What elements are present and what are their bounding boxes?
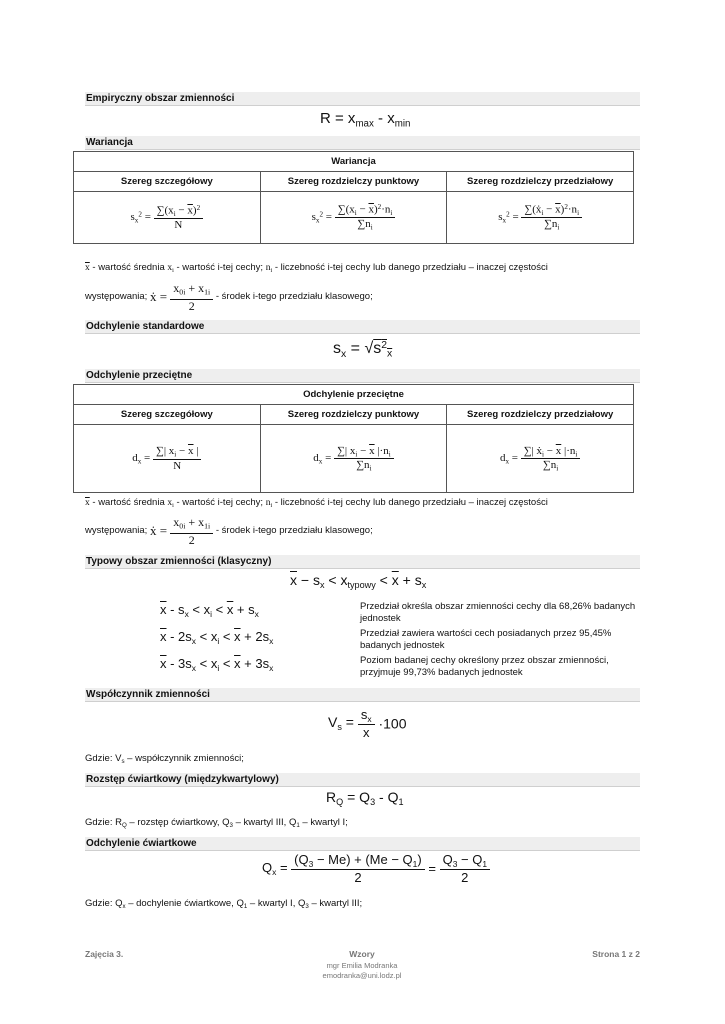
mad-header-detailed: Szereg szczegółowy [74,405,261,425]
variance-formula-interval: $s_x^2$ = $\frac{\sum(ẋ_i - \overline{x})^2\cdot n_i}{\sum n_i}$ [447,192,634,244]
section-header-std: Odchylenie standardowe [85,320,640,334]
mad-header-interval: Szereg rozdzielczy przedziałowy [447,405,634,425]
variance-legend-line2: występowania; ẋ = $\frac{x_{0i} + x_{1i}}{2}$ - środek i-tego przedziału klasowego; [85,281,373,313]
mad-formula-point: $d_x$ = $\frac{\sum| x_i - \overline{x} |\cdot n_i}{\sum n_i}$ [260,425,447,493]
footer-left: Zajęcia 3. [85,949,124,959]
iqr-formula: $R_Q = Q_3 - Q_1$ [326,789,404,808]
variance-formula-detailed: $s_x^2$ = $\frac{\sum(x_i - \overline{x})^2}{N}$ [74,192,261,244]
variance-header-interval: Szereg rozdzielczy przedziałowy [447,172,634,192]
section-header-range: Empiryczny obszar zmienności [85,92,640,106]
typical-formula: $\overline{x} - s_x < x_{typowy} < \overline{x} + s_x$ [290,572,427,591]
qd-formula: $Q_x$ = $\frac{(Q_3 - Me) + (Me - Q_1)}{2}$ = $\frac{Q_3 - Q_1}{2}$ [262,852,490,885]
mad-header-point: Szereg rozdzielczy punktowy [260,405,447,425]
typical-interval-1: $\overline{x} - s_x < x_i < \overline{x} + s_x$ [160,602,259,619]
footer-email: emodranka@uni.lodz.pl [322,971,402,980]
mad-formula-detailed: $d_x$ = $\frac{\sum| x_i - \overline{x} |}{N}$ [74,425,261,493]
mad-legend-line2: występowania; ẋ = $\frac{x_{0i} + x_{1i}}{2}$ - środek i-tego przedziału klasowego; [85,515,373,547]
typical-interval-2: $\overline{x} - 2s_x < x_i < \overline{x} + 2s_x$ [160,629,274,646]
mad-table [73,384,634,493]
variance-table [73,151,634,244]
variance-table-title: Wariancja [74,152,634,172]
footer-page: Strona 1 z 2 [592,949,640,959]
cv-formula: $V_s$ = $\frac{s_x}{x}$ ·100 [328,707,407,740]
section-header-variance: Wariancja [85,136,640,150]
typical-note-3: Poziom badanej cechy określony przez obszar zmienności, przyjmuje 99,73% badanych jednostek [360,655,609,678]
mad-table-title: Odchylenie przeciętne [74,385,634,405]
footer-author: mgr Emilia Modranka [326,961,398,970]
section-header-typical: Typowy obszar zmienności (klasyczny) [85,555,640,569]
iqr-where: Gdzie: $R_Q$ – rozstęp ćwiartkowy, $Q_3$ – kwartyl III, $Q_1$ – kwartyl I; [85,817,348,830]
variance-header-detailed: Szereg szczegółowy [74,172,261,192]
cv-where: Gdzie: $V_s$ – współczynnik zmienności; [85,753,244,766]
variance-header-point: Szereg rozdzielczy punktowy [260,172,447,192]
mad-formula-interval: $d_x$ = $\frac{\sum| ẋ_i - \overline{x} |\cdot n_i}{\sum n_i}$ [447,425,634,493]
mad-legend: $\overline{x}$ - wartość średnia $x_i$ - wartość i-tej cechy; $n_i$ - liczebność i-tej cechy lub danego przedziału – inaczej częstości [85,497,548,510]
typical-note-1: Przedział określa obszar zmienności cechy dla 68,26% badanych jednostek [360,601,636,624]
qd-where: Gdzie: $Q_x$ – dochylenie ćwiartkowe, $Q_1$ – kwartyl I, $Q_3$ – kwartyl III; [85,898,363,911]
variance-legend: $\overline{x}$ - wartość średnia $x_i$ - wartość i-tej cechy; $n_i$ - liczebność i-tej cechy lub danego przedziału – inaczej częstości [85,262,548,275]
section-header-cv: Współczynnik zmienności [85,688,640,702]
typical-interval-3: $\overline{x} - 3s_x < x_i < \overline{x} + 3s_x$ [160,656,274,673]
variance-formula-point: $s_x^2$ = $\frac{\sum(x_i - \overline{x})^2\cdot n_i}{\sum n_i}$ [260,192,447,244]
range-formula: $R = x_{max} - x_{min}$ [320,110,411,130]
section-header-qd: Odchylenie ćwiartkowe [85,837,640,851]
footer-title: Wzory [349,949,375,959]
section-header-mad: Odchylenie przeciętne [85,369,640,383]
std-formula: $s_x = √s^2_x$ [333,340,393,360]
typical-note-2: Przedział zawiera wartości cech posiadanych przez 95,45% badanych jednostek [360,628,612,651]
section-header-iqr: Rozstęp ćwiartkowy (międzykwartylowy) [85,773,640,787]
